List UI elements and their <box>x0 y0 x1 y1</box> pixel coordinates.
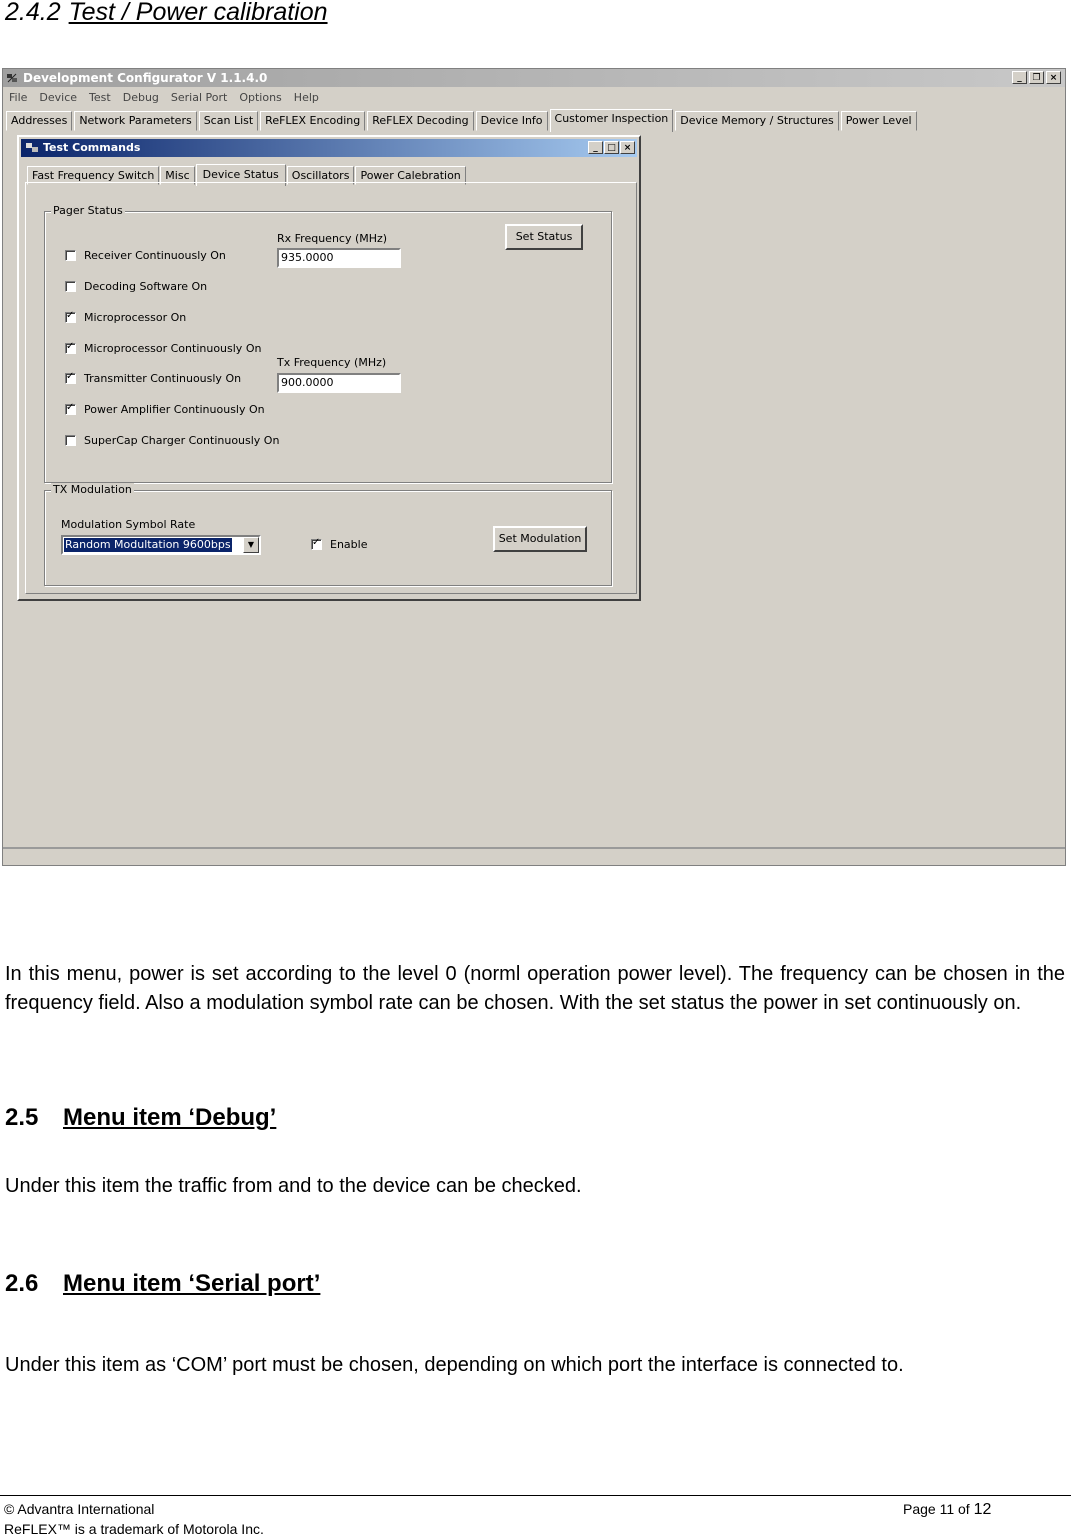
app-window <box>2 68 1066 866</box>
checkbox-box[interactable] <box>65 435 76 446</box>
tab-scan-list[interactable]: Scan List <box>199 111 258 131</box>
checkbox-label: Enable <box>330 538 368 551</box>
heading-serial-port <box>5 1270 320 1298</box>
checkbox-enable[interactable] <box>311 538 367 551</box>
chevron-down-icon[interactable]: ▼ <box>243 537 259 553</box>
footer-copyright: © Advantra International <box>4 1501 155 1517</box>
checkbox-label: Decoding Software On <box>84 280 208 293</box>
dialog-title: Test Commands <box>43 141 141 154</box>
test-commands-dialog <box>17 135 641 601</box>
minimize-icon[interactable]: _ <box>1012 71 1027 84</box>
paragraph-debug: Under this item the traffic from and to the device can be checked. <box>5 1175 582 1197</box>
menu-serial-port[interactable]: Serial Port <box>170 91 228 104</box>
footer-page-number <box>903 1501 991 1519</box>
checkbox-box[interactable] <box>65 343 76 354</box>
section-heading <box>5 0 328 27</box>
checkbox-box[interactable] <box>311 539 322 550</box>
tab-fast-frequency-switch[interactable]: Fast Frequency Switch <box>27 166 159 185</box>
menu-device[interactable]: Device <box>39 91 78 104</box>
pager-status-group <box>44 204 612 483</box>
menu-debug[interactable]: Debug <box>122 91 159 104</box>
tx-frequency-label: Tx Frequency (MHz) <box>277 356 387 369</box>
dialog-maximize-icon[interactable]: □ <box>604 141 619 154</box>
tab-oscillators[interactable]: Oscillators <box>287 166 355 185</box>
checkbox-label: Microprocessor Continuously On <box>84 342 262 355</box>
checkbox-box[interactable] <box>65 281 76 292</box>
checkbox-microprocessor-on[interactable] <box>65 311 186 324</box>
checkbox-microprocessor-continuously-on[interactable] <box>65 342 261 355</box>
device-status-panel <box>25 182 637 594</box>
checkbox-label: Power Amplifier Continuously On <box>84 403 265 416</box>
tab-power-calebration[interactable]: Power Calebration <box>355 166 465 185</box>
heading-number: 2.5 <box>5 1104 39 1131</box>
tx-modulation-label: TX Modulation <box>53 483 132 496</box>
checkbox-transmitter-continuously-on[interactable] <box>65 372 241 385</box>
section-number: 2.4.2 <box>5 0 61 26</box>
checkbox-receiver-continuously-on[interactable] <box>65 249 226 262</box>
tab-device-status[interactable]: Device Status <box>196 164 286 186</box>
heading-number: 2.6 <box>5 1270 39 1297</box>
checkbox-box[interactable] <box>65 373 76 384</box>
tab-customer-inspection[interactable]: Customer Inspection <box>550 109 674 132</box>
rx-frequency-input[interactable]: 935.0000 <box>277 248 401 268</box>
heading-title: Menu item ‘Serial port’ <box>63 1270 321 1297</box>
page-total: 12 <box>973 1501 992 1518</box>
menu-file[interactable]: File <box>9 91 28 104</box>
main-tabs <box>6 109 919 131</box>
checkbox-label: SuperCap Charger Continuously On <box>84 434 280 447</box>
modulation-symbol-rate-label: Modulation Symbol Rate <box>61 518 196 531</box>
dialog-titlebar <box>21 139 637 157</box>
heading-debug <box>5 1104 276 1132</box>
page-prefix: Page 11 of <box>903 1501 970 1517</box>
checkbox-power-amplifier-continuously-on[interactable] <box>65 403 265 416</box>
menu-help[interactable]: Help <box>293 91 319 104</box>
rx-frequency-label: Rx Frequency (MHz) <box>277 232 388 245</box>
tab-device-info[interactable]: Device Info <box>476 111 548 131</box>
tab-power-level[interactable]: Power Level <box>841 111 917 131</box>
checkbox-label: Transmitter Continuously On <box>84 372 242 385</box>
footer-trademark: ReFLEX™ is a trademark of Motorola Inc. <box>4 1521 264 1537</box>
dialog-app-icon <box>25 141 39 154</box>
set-modulation-button[interactable]: Set Modulation <box>493 526 587 552</box>
tab-addresses[interactable]: Addresses <box>6 111 72 131</box>
tab-network-parameters[interactable]: Network Parameters <box>74 111 196 131</box>
heading-title: Menu item ‘Debug’ <box>63 1104 277 1131</box>
tab-misc[interactable]: Misc <box>160 166 194 185</box>
checkbox-label: Microprocessor On <box>84 311 187 324</box>
tab-reflex-encoding[interactable]: ReFLEX Encoding <box>260 111 365 131</box>
menu-options[interactable]: Options <box>239 91 282 104</box>
app-icon <box>6 72 19 84</box>
app-titlebar <box>3 69 1065 87</box>
checkbox-decoding-software-on[interactable] <box>65 280 207 293</box>
paragraph-serial-port: Under this item as ‘COM’ port must be chosen, depending on which port the interface is connected to. <box>5 1354 904 1376</box>
status-bar <box>3 847 1065 865</box>
dialog-close-icon[interactable]: × <box>620 141 635 154</box>
footer-divider <box>0 1495 1071 1496</box>
tab-reflex-decoding[interactable]: ReFLEX Decoding <box>367 111 473 131</box>
dialog-minimize-icon[interactable]: _ <box>588 141 603 154</box>
pager-status-label: Pager Status <box>53 204 123 217</box>
tab-device-memory[interactable]: Device Memory / Structures <box>675 111 838 131</box>
checkbox-box[interactable] <box>65 250 76 261</box>
set-status-button[interactable]: Set Status <box>505 224 583 250</box>
menu-test[interactable]: Test <box>89 91 111 104</box>
section-title: Test / Power calibration <box>68 0 328 26</box>
restore-icon[interactable]: ❐ <box>1029 71 1044 84</box>
tx-frequency-input[interactable]: 900.0000 <box>277 373 401 393</box>
menu-bar <box>3 89 325 107</box>
checkbox-label: Receiver Continuously On <box>84 249 226 262</box>
checkbox-supercap-charger-continuously-on[interactable] <box>65 434 279 447</box>
app-title: Development Configurator V 1.1.4.0 <box>23 71 268 85</box>
tx-modulation-group <box>44 483 612 586</box>
modulation-symbol-rate-select[interactable] <box>61 535 261 555</box>
close-icon[interactable]: × <box>1046 71 1061 84</box>
checkbox-box[interactable] <box>65 312 76 323</box>
checkbox-box[interactable] <box>65 404 76 415</box>
paragraph-power-calibration: In this menu, power is set according to the level 0 (norml operation power level). The frequency can be chosen in the frequency field. Also a modulation symbol rate can be chosen. With the set status the power in set continuously on. <box>5 963 1065 1014</box>
modulation-symbol-rate-value: Random Modultation 9600bps <box>65 538 231 551</box>
